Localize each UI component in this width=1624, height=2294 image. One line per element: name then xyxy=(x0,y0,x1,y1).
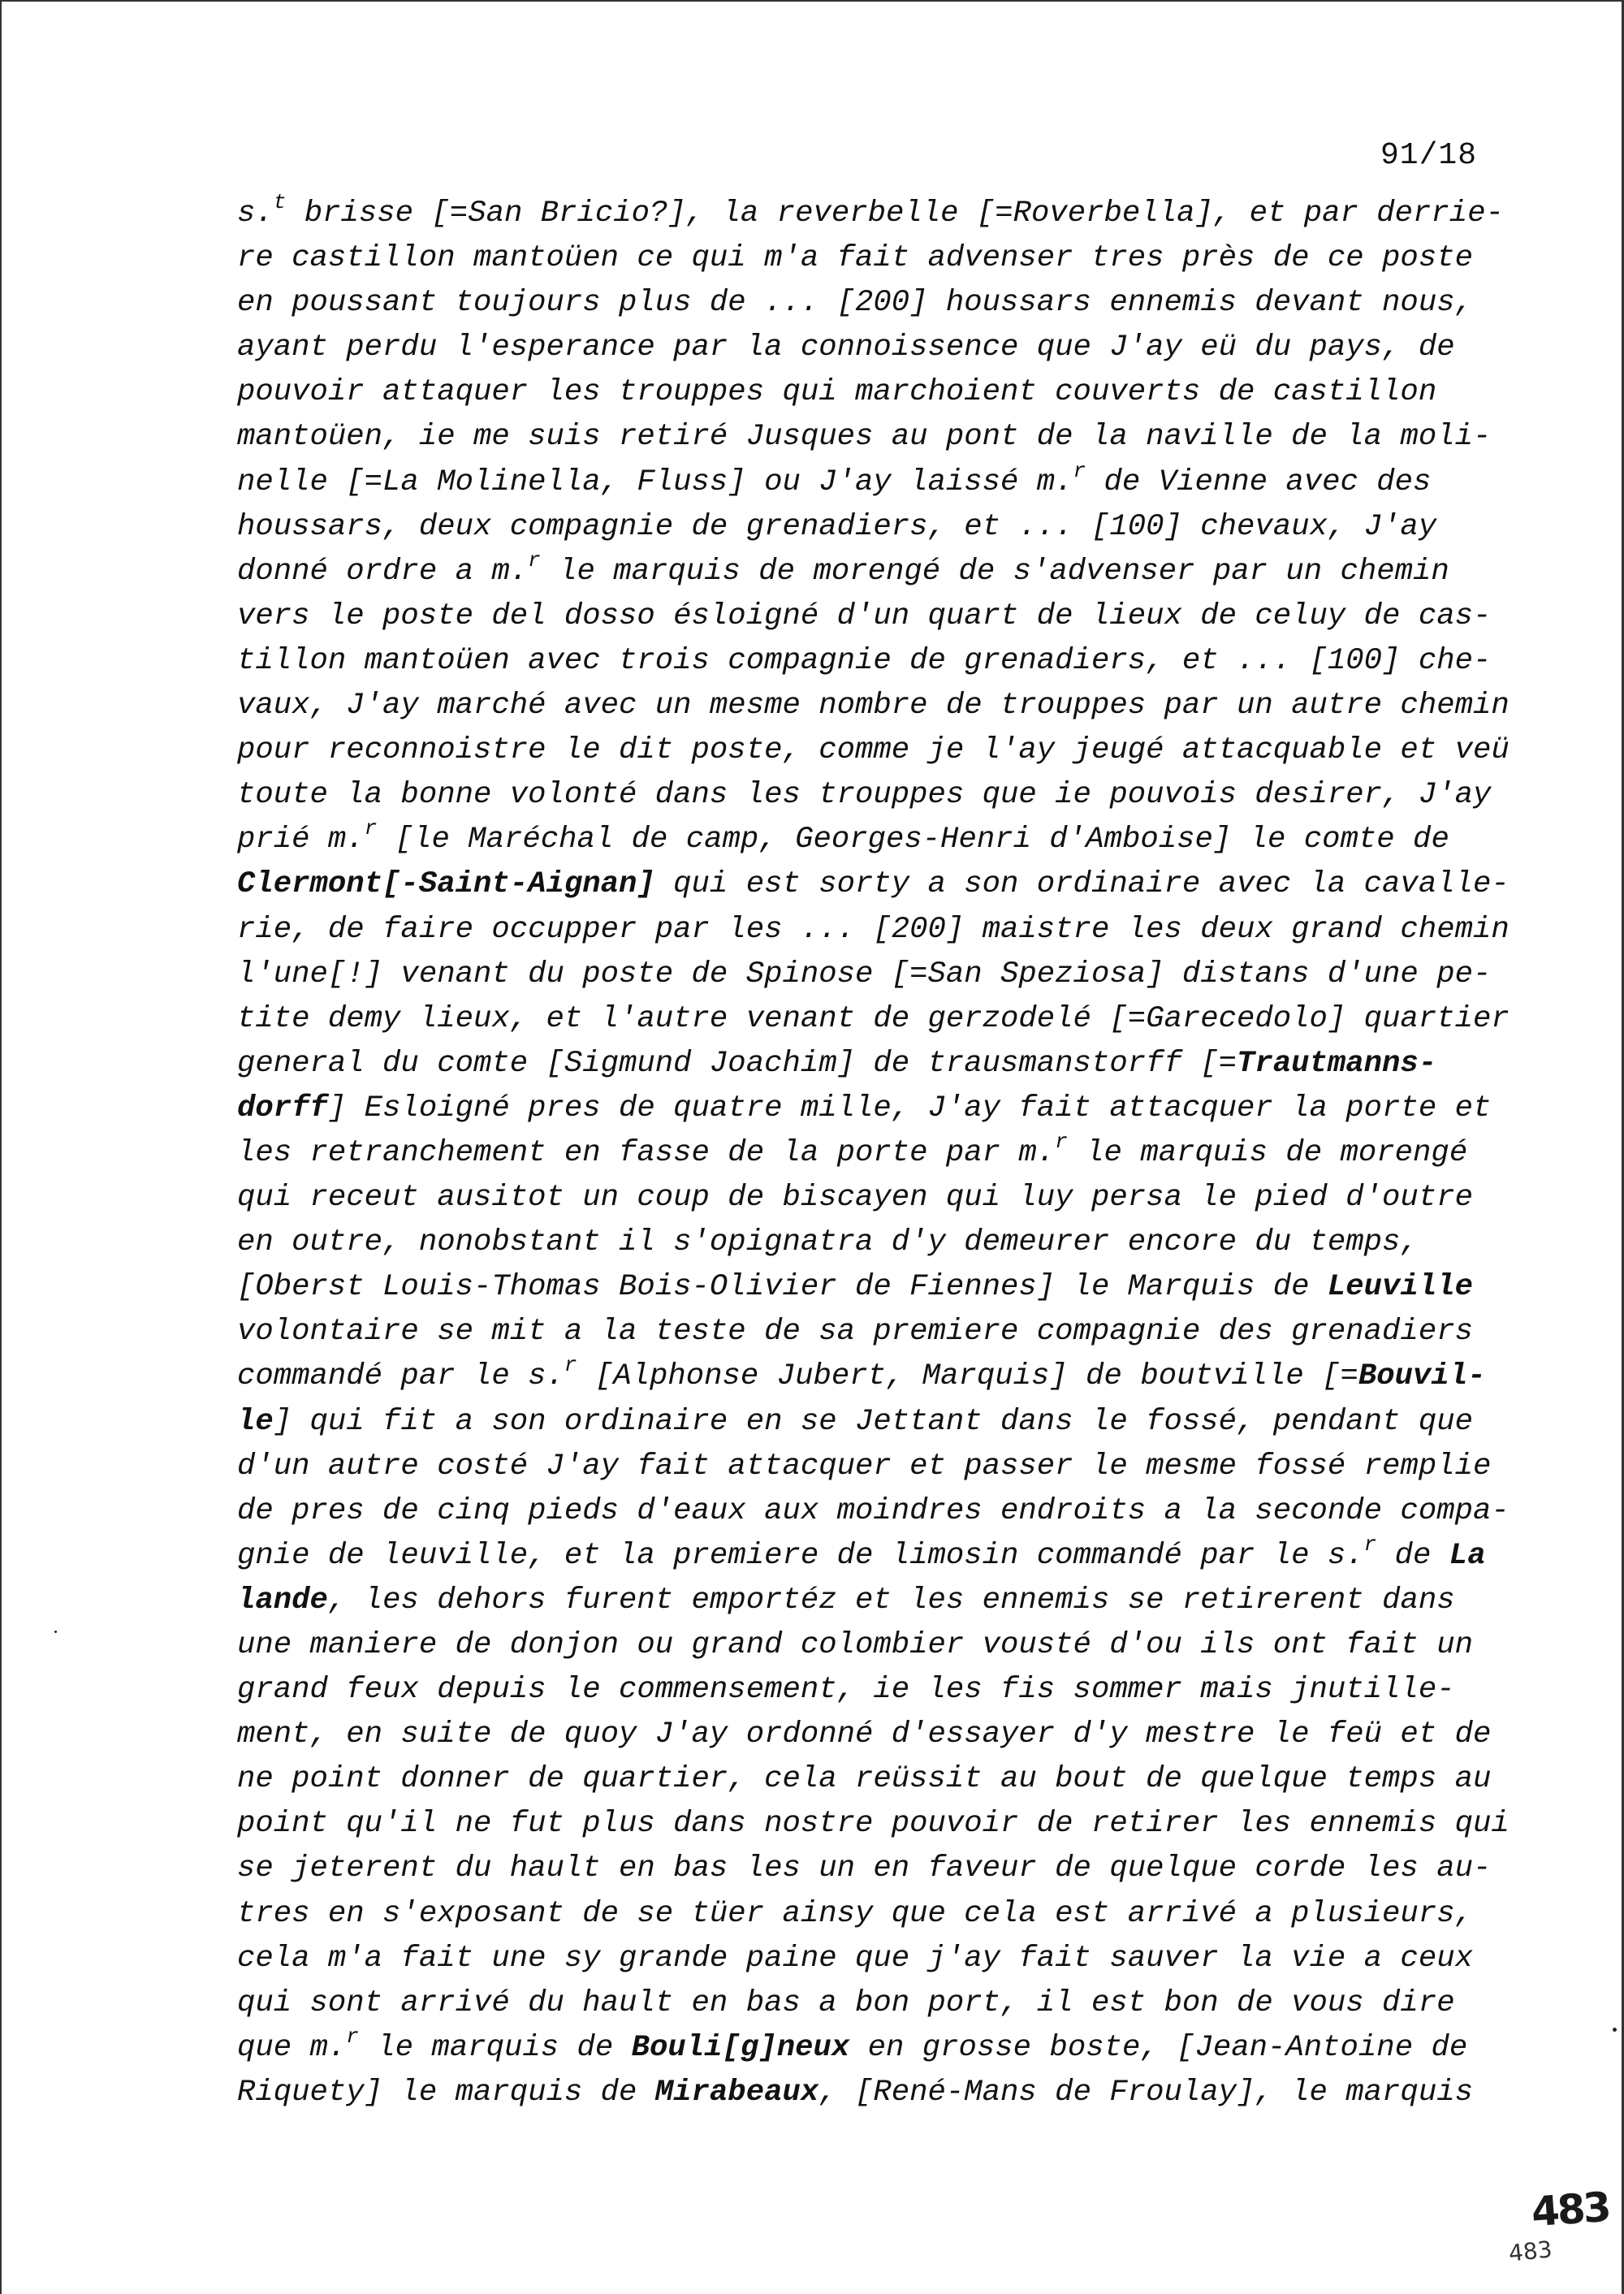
bold-name: dorff xyxy=(237,1091,328,1125)
bold-name: Bouvil- xyxy=(1358,1359,1486,1394)
text-segment: de pres de cinq pieds d'eaux aux moindres endroits a la seconde compa- xyxy=(237,1493,1510,1528)
bold-name: Leuville xyxy=(1327,1270,1473,1305)
text-line xyxy=(237,1400,1488,1445)
text-line xyxy=(237,1579,1488,1623)
text-line xyxy=(237,1892,1488,1937)
text-segment: en outre, nonobstant il s'opignatra d'y demeurer encore du temps, xyxy=(237,1225,1419,1260)
text-segment: le marquis de morengé xyxy=(1067,1135,1468,1170)
text-segment: brisse [=San Bricio?], la reverbelle [=Roverbella], et par derrie- xyxy=(286,197,1504,231)
text-segment: ] qui fit a son ordinaire en se Jettant dans le fossé, pendant que xyxy=(273,1404,1473,1439)
text-segment: ne point donner de quartier, cela reüssit au bout de quelque temps au xyxy=(237,1762,1492,1797)
text-line xyxy=(237,728,1510,773)
text-line xyxy=(237,684,1510,728)
text-line xyxy=(237,1087,1492,1131)
text-line xyxy=(237,818,1488,862)
text-line xyxy=(237,189,1504,236)
text-segment: d'un autre costé J'ay fait attacquer et passer le mesme fossé remplie xyxy=(237,1449,1492,1484)
text-segment: Riquety] le marquis de xyxy=(237,2075,655,2110)
text-segment: de xyxy=(1376,1538,1449,1573)
text-line xyxy=(237,1623,1488,1668)
text-segment: , les dehors furent emportéz et les ennemis se retirerent dans xyxy=(327,1583,1455,1618)
archive-stamp-number: 483 xyxy=(1530,2183,1611,2236)
text-segment: de Vienne avec des xyxy=(1086,464,1432,499)
text-segment: qui sont arrivé du hault en bas a bon port, il est bon de vous dire xyxy=(237,1985,1455,2020)
text-segment: mantoüen, ie me suis retiré Jusques au pont de la naville de la moli- xyxy=(237,420,1492,455)
text-segment: point qu'il ne fut plus dans nostre pouvoir de retirer les ennemis qui xyxy=(237,1807,1510,1842)
text-segment: pouvoir attaquer les trouppes qui marchoient couverts de castillon xyxy=(237,375,1437,410)
text-line xyxy=(237,281,1488,326)
text-line xyxy=(237,1131,1488,1176)
page-border-left xyxy=(0,0,2,2294)
page-border-top xyxy=(0,0,1624,2)
text-segment: vers le poste del dosso ésloigné d'un quart de lieux de celuy de cas- xyxy=(237,598,1492,633)
text-line xyxy=(237,908,1510,953)
text-line xyxy=(237,1489,1510,1534)
text-line xyxy=(237,326,1488,370)
text-line xyxy=(237,1042,1488,1087)
text-line xyxy=(237,1937,1488,1981)
text-segment: le marquis de xyxy=(358,2030,632,2065)
superscript: r xyxy=(1073,458,1086,483)
text-line xyxy=(237,505,1488,550)
document-text xyxy=(237,189,1510,2115)
text-line xyxy=(237,1668,1488,1713)
text-line xyxy=(237,1265,1488,1310)
superscript: r xyxy=(1055,1129,1068,1154)
superscript: r xyxy=(564,1353,577,1378)
text-segment: une maniere de donjon ou grand colombier vousté d'ou ils ont fait un xyxy=(237,1628,1473,1662)
bold-name: Clermont[-Saint-Aignan] xyxy=(237,867,655,902)
text-line xyxy=(237,1847,1492,1891)
text-line xyxy=(237,639,1492,684)
text-segment: grand feux depuis le commensement, ie les fis sommer mais jnutille- xyxy=(237,1673,1455,1708)
text-line xyxy=(237,1531,1488,1579)
text-segment: vaux, J'ay marché avec un mesme nombre de trouppes par un autre chemin xyxy=(237,689,1510,724)
text-segment: donné ordre a m. xyxy=(237,554,529,589)
text-line xyxy=(237,773,1492,818)
text-line xyxy=(237,370,1488,415)
text-segment: [Oberst Louis-Thomas Bois-Olivier de Fiennes] le Marquis de xyxy=(237,1270,1328,1305)
text-line xyxy=(237,1220,1488,1265)
superscript: r xyxy=(346,2024,359,2049)
text-segment: commandé par le s. xyxy=(237,1359,564,1394)
text-segment: volontaire se mit a la teste de sa premiere compagnie des grenadiers xyxy=(237,1315,1473,1350)
text-segment: cela m'a fait une sy grande paine que j'ay fait sauver la vie a ceux xyxy=(237,1941,1473,1976)
text-line xyxy=(237,1176,1488,1220)
bold-name: La xyxy=(1449,1538,1486,1573)
text-segment: nelle [=La Molinella, Fluss] ou J'ay laissé m. xyxy=(237,464,1073,499)
text-segment: [le Maréchal de camp, Georges-Henri d'Amboise] le comte de xyxy=(377,823,1449,858)
text-segment: ] Esloigné pres de quatre mille, J'ay fait attacquer la porte et xyxy=(327,1091,1492,1125)
text-segment: le marquis de morengé de s'advenser par un chemin xyxy=(540,554,1449,589)
text-segment: re castillon mantoüen ce qui m'a fait advenser tres près de ce poste xyxy=(237,241,1473,276)
bold-name: Mirabeaux xyxy=(654,2075,819,2110)
text-segment: en grosse boste, [Jean-Antoine de xyxy=(849,2030,1468,2065)
text-segment: pour reconnoistre le dit poste, comme je l'ay jeugé attacquable et veü xyxy=(237,733,1510,768)
text-line xyxy=(237,1310,1488,1354)
text-line xyxy=(237,415,1492,460)
text-segment: qui receut ausitot un coup de biscayen qui luy persa le pied d'outre xyxy=(237,1181,1473,1216)
text-segment: houssars, deux compagnie de grenadiers, et ... [100] chevaux, J'ay xyxy=(237,509,1437,544)
text-line xyxy=(237,1981,1488,2026)
text-line xyxy=(237,953,1492,997)
text-line xyxy=(237,2026,1488,2071)
page-number: 91/18 xyxy=(1380,138,1478,173)
scan-speck xyxy=(54,1631,57,1633)
text-line xyxy=(237,547,1488,594)
text-segment: tres en s'exposant de se tüer ainsy que cela est arrivé a plusieurs, xyxy=(237,1896,1473,1931)
text-line xyxy=(237,1354,1488,1399)
superscript: t xyxy=(273,189,287,214)
text-line xyxy=(237,997,1510,1042)
superscript: r xyxy=(1363,1531,1377,1557)
text-segment: gnie de leuville, et la premiere de limosin commandé par le s. xyxy=(237,1538,1364,1573)
text-segment: [Alphonse Jubert, Marquis] de boutville [= xyxy=(577,1359,1358,1394)
text-segment: en poussant toujours plus de ... [200] houssars ennemis devant nous, xyxy=(237,286,1473,321)
superscript: r xyxy=(364,816,378,841)
bold-name: le xyxy=(237,1404,274,1439)
text-segment: , [René-Mans de Froulay], le marquis xyxy=(818,2075,1473,2110)
text-line xyxy=(237,594,1492,639)
scan-speck xyxy=(1613,2028,1617,2032)
text-segment: s. xyxy=(237,197,274,231)
bold-name: Trautmanns- xyxy=(1237,1046,1437,1081)
text-segment: l'une[!] venant du poste de Spinose [=San Speziosa] distans d'une pe- xyxy=(237,957,1492,991)
text-line xyxy=(237,1445,1492,1489)
text-segment: ment, en suite de quoy J'ay ordonné d'essayer d'y mestre le feü et de xyxy=(237,1717,1492,1752)
bold-name: Bouli[g]neux xyxy=(631,2030,850,2065)
text-line xyxy=(237,1802,1510,1847)
text-line xyxy=(237,1713,1492,1757)
text-segment: tillon mantoüen avec trois compagnie de grenadiers, et ... [100] che- xyxy=(237,643,1492,678)
text-segment: ayant perdu l'esperance par la connoissence que J'ay eü du pays, de xyxy=(237,330,1455,365)
text-line xyxy=(237,2071,1488,2115)
text-segment: general du comte [Sigmund Joachim] de trausmanstorff [= xyxy=(237,1046,1237,1081)
text-segment: rie, de faire occupper par les ... [200] maistre les deux grand chemin xyxy=(237,912,1510,947)
text-segment: prié m. xyxy=(237,823,365,858)
archive-stamp-number-small: 483 xyxy=(1507,2236,1554,2267)
text-segment: que m. xyxy=(237,2030,347,2065)
text-line xyxy=(237,460,1488,505)
bold-name: lande xyxy=(237,1583,328,1618)
text-segment: tite demy lieux, et l'autre venant de gerzodelé [=Garecedolo] quartier xyxy=(237,1001,1510,1036)
superscript: r xyxy=(528,547,541,572)
text-segment: toute la bonne volonté dans les trouppes que ie pouvois desirer, J'ay xyxy=(237,778,1492,813)
text-line xyxy=(237,236,1488,281)
text-line xyxy=(237,1757,1492,1802)
text-segment: les retranchement en fasse de la porte par m. xyxy=(237,1135,1056,1170)
text-line xyxy=(237,862,1510,907)
text-segment: se jeterent du hault en bas les un en faveur de quelque corde les au- xyxy=(237,1851,1492,1886)
text-segment: qui est sorty a son ordinaire avec la cavalle- xyxy=(654,867,1510,902)
